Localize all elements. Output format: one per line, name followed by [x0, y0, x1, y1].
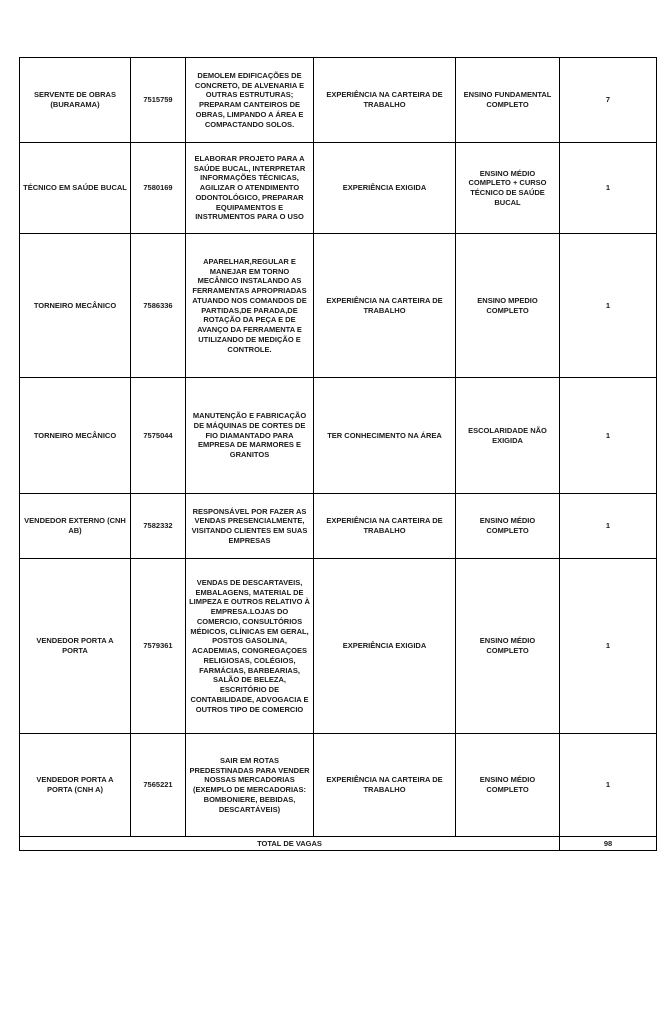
description-cell: SAIR EM ROTAS PREDESTINADAS PARA VENDER NOSSAS MERCADORIAS (EXEMPLO DE MERCADORIAS: BOMBONIERE, BEBIDAS, DESCARTÁVEIS) — [186, 734, 314, 837]
vacancies-cell: 1 — [560, 494, 657, 559]
table-row — [20, 494, 657, 559]
code-cell: 7515759 — [131, 58, 186, 143]
code-cell: 7582332 — [131, 494, 186, 559]
total-label: TOTAL DE VAGAS — [20, 837, 560, 851]
description-cell: RESPONSÁVEL POR FAZER AS VENDAS PRESENCIALMENTE, VISITANDO CLIENTES EM SUAS EMPRESAS — [186, 494, 314, 559]
occupation-cell: VENDEDOR EXTERNO (CNH AB) — [20, 494, 131, 559]
education-cell: ENSINO MÉDIO COMPLETO + CURSO TÉCNICO DE SAÚDE BUCAL — [456, 143, 560, 234]
code-cell: 7580169 — [131, 143, 186, 234]
table-row — [20, 734, 657, 837]
occupation-cell: SERVENTE DE OBRAS (BURARAMA) — [20, 58, 131, 143]
table-body — [20, 58, 657, 837]
education-cell: ENSINO FUNDAMENTAL COMPLETO — [456, 58, 560, 143]
job-vacancies-table — [19, 57, 657, 851]
experience-cell: EXPERIÊNCIA NA CARTEIRA DE TRABALHO — [314, 234, 456, 378]
total-vacancies-value: 98 — [560, 837, 657, 851]
description-cell: APARELHAR,REGULAR E MANEJAR EM TORNO MECÂNICO INSTALANDO AS FERRAMENTAS APROPRIADAS ATUANDO NOS COMANDOS DE PARTIDAS,DE PARADA,DE ROTAÇÃO DA PEÇA E DE AVANÇO DA FERRAMENTA E UTILIZANDO DE MEDIÇÃO E CONTROLE. — [186, 234, 314, 378]
experience-cell: EXPERIÊNCIA NA CARTEIRA DE TRABALHO — [314, 494, 456, 559]
education-cell: ENSINO MÉDIO COMPLETO — [456, 734, 560, 837]
experience-cell: EXPERIÊNCIA EXIGIDA — [314, 559, 456, 734]
table-row — [20, 143, 657, 234]
occupation-cell: TÉCNICO EM SAÚDE BUCAL — [20, 143, 131, 234]
experience-cell: EXPERIÊNCIA NA CARTEIRA DE TRABALHO — [314, 734, 456, 837]
vacancies-cell: 7 — [560, 58, 657, 143]
education-cell: ESCOLARIDADE NÃO EXIGIDA — [456, 378, 560, 494]
vacancies-cell: 1 — [560, 234, 657, 378]
vacancies-cell: 1 — [560, 378, 657, 494]
description-cell: ELABORAR PROJETO PARA A SAÚDE BUCAL, INTERPRETAR INFORMAÇÕES TÉCNICAS, AGILIZAR O ATENDIMENTO ODONTOLÓGICO, PREPARAR EQUIPAMENTOS E INSTRUMENTOS PARA O USO — [186, 143, 314, 234]
description-cell: VENDAS DE DESCARTAVEIS, EMBALAGENS, MATERIAL DE LIMPEZA E OUTROS RELATIVO À EMPRESA.LOJAS DO COMERCIO, CONSULTÓRIOS MÉDICOS, CLÍNICAS EM GERAL, POSTOS GASOLINA, ACADEMIAS, CONGREGAÇOES RELIGIOSAS, COLÉGIOS, FARMÁCIAS, BARBEARIAS, SALÃO DE BELEZA, ESCRITÓRIO DE CONTABILIDADE, ADVOGACIA E OUTROS TIPO DE COMERCIO — [186, 559, 314, 734]
description-cell: DEMOLEM EDIFICAÇÕES DE CONCRETO, DE ALVENARIA E OUTRAS ESTRUTURAS; PREPARAM CANTEIROS DE OBRAS, LIMPANDO A ÁREA E COMPACTANDO SOLOS. — [186, 58, 314, 143]
code-cell: 7575044 — [131, 378, 186, 494]
total-row — [20, 837, 657, 851]
vacancies-cell: 1 — [560, 734, 657, 837]
occupation-cell: TORNEIRO MECÂNICO — [20, 234, 131, 378]
table-row — [20, 58, 657, 143]
description-cell: MANUTENÇÃO E FABRICAÇÃO DE MÁQUINAS DE CORTES DE FIO DIAMANTADO PARA EMPRESA DE MARMORES E GRANITOS — [186, 378, 314, 494]
education-cell: ENSINO MÉDIO COMPLETO — [456, 494, 560, 559]
vacancies-cell: 1 — [560, 143, 657, 234]
code-cell: 7565221 — [131, 734, 186, 837]
table-row — [20, 559, 657, 734]
experience-cell: EXPERIÊNCIA EXIGIDA — [314, 143, 456, 234]
education-cell: ENSINO MPEDIO COMPLETO — [456, 234, 560, 378]
table-row — [20, 234, 657, 378]
code-cell: 7586336 — [131, 234, 186, 378]
experience-cell: TER CONHECIMENTO NA ÁREA — [314, 378, 456, 494]
table-row — [20, 378, 657, 494]
experience-cell: EXPERIÊNCIA NA CARTEIRA DE TRABALHO — [314, 58, 456, 143]
occupation-cell: TORNEIRO MECÂNICO — [20, 378, 131, 494]
vacancies-cell: 1 — [560, 559, 657, 734]
education-cell: ENSINO MÉDIO COMPLETO — [456, 559, 560, 734]
occupation-cell: VENDEDOR PORTA A PORTA (CNH A) — [20, 734, 131, 837]
code-cell: 7579361 — [131, 559, 186, 734]
occupation-cell: VENDEDOR PORTA A PORTA — [20, 559, 131, 734]
